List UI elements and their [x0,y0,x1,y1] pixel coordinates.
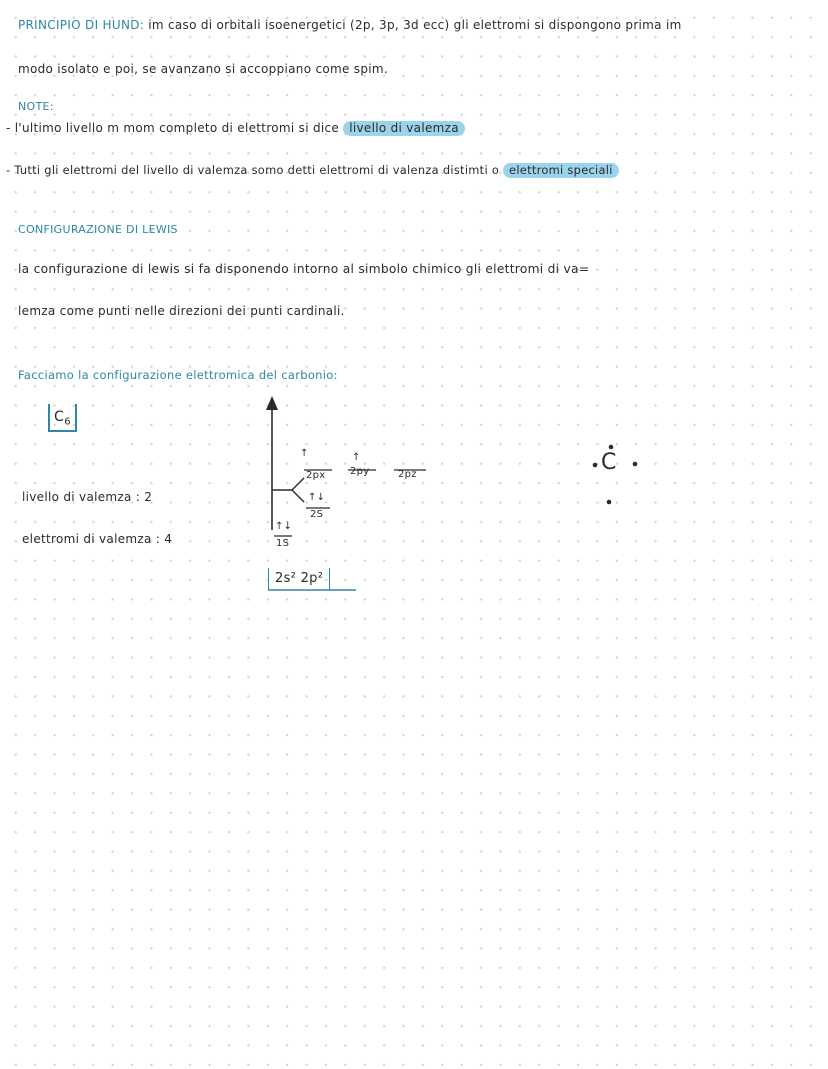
example-title: Facciamo la configurazione elettromica del carbonio: [18,368,338,382]
label-1s: 1S [276,538,290,549]
electron-configuration: 2s² 2p² [268,568,330,590]
lewis-dot-top [609,445,614,450]
atomic-number: 6 [64,416,71,428]
label-2px: 2px [306,470,326,481]
valence-electrons: elettromi di valemza : 4 [22,532,173,546]
label-2py: 2py [350,466,370,477]
label-2s: 2S [310,509,324,520]
lewis-text-line1: la configurazione di lewis si fa disponendo intorno al simbolo chimico gli elettromi di va= [18,262,590,276]
valence-level: livello di valemza : 2 [22,490,153,504]
branch-down [292,490,304,502]
note-heading: NOTE: [18,100,54,113]
arrow-2px: ↑ [300,448,309,459]
lewis-dot-bottom [607,500,612,505]
note-item-2-text: - Tutti gli elettromi del livello di valemza somo detti elettromi di valenza distimti o [6,163,500,177]
hund-text-line1: im caso di orbitali isoenergetici (2p, 3p, 3d ecc) gli elettromi si dispongono prima im [148,18,682,32]
lewis-heading: CONFIGURAZIONE DI LEWIS [18,223,178,236]
note-item-1-highlight: livello di valemza [343,121,465,136]
arrows-2s: ↑↓ [308,492,326,503]
note-item-2-highlight: elettromi speciali [503,163,619,178]
lewis-text-line2: lemza come punti nelle direzioni dei punti cardinali. [18,304,345,318]
note-item-1-text: - l'ultimo livello m mom completo di elettromi si dice [6,121,340,135]
hund-title: PRINCIPIO DI HUND: [18,18,145,32]
energy-axis-arrowhead [266,396,278,410]
hund-text-line2: modo isolato e poi, se avanzano si accoppiano come spim. [18,62,388,76]
lewis-symbol: C [601,450,617,475]
element-symbol: C [54,409,65,425]
label-2pz: 2pz [398,469,417,480]
lewis-dot-right [633,462,638,467]
branch-up [292,478,304,490]
lewis-dot-left [593,463,598,468]
arrows-1s: ↑↓ [275,521,293,532]
arrow-2py: ↑ [352,452,361,463]
